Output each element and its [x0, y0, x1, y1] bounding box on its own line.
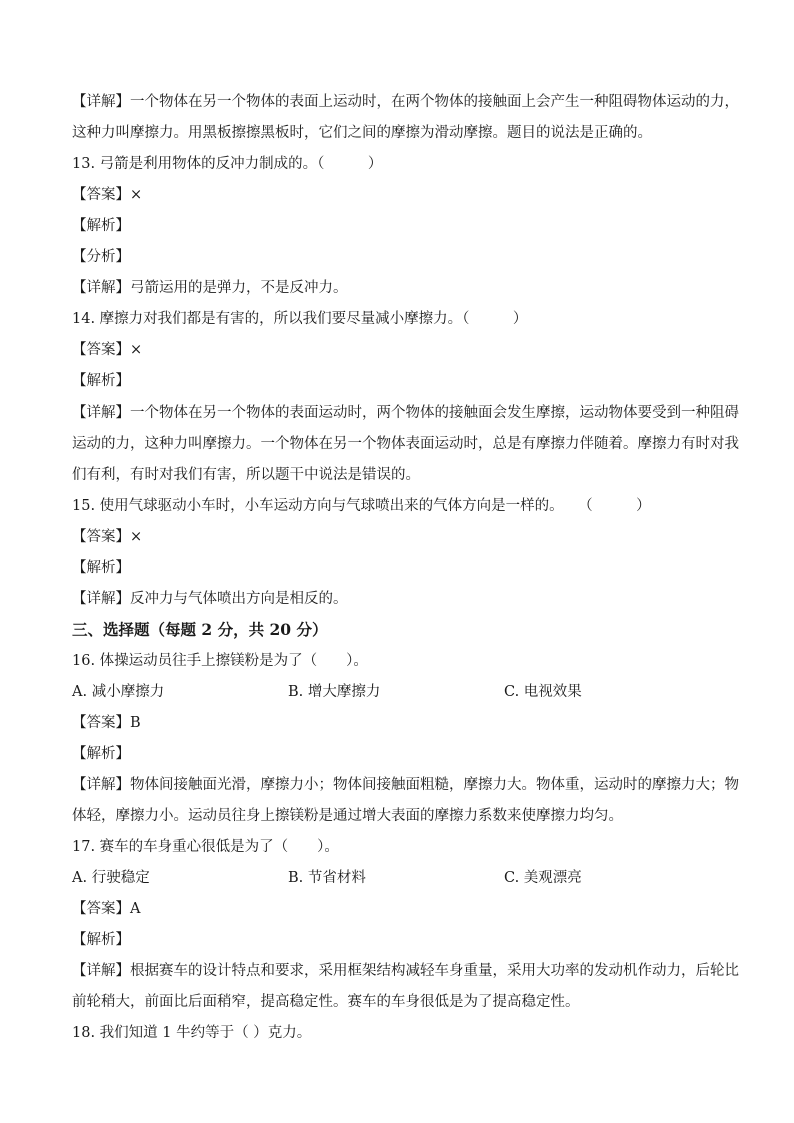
explanation: 【详解】根据赛车的设计特点和要求，采用框架结构减轻车身重量，采用大功率的发动机作动力，后轮比	[72, 963, 739, 979]
q17-choice-b: B. 节省材料	[288, 870, 366, 886]
question-15: 15. 使用气球驱动小车时，小车运动方向与气球喷出来的气体方向是一样的。 （ ）	[72, 498, 651, 514]
section-heading: 三、选择题（每题 2 分，共 20 分）	[72, 620, 328, 639]
answer-label: 【答案】×	[72, 529, 143, 545]
answer-label: 【答案】B	[72, 715, 141, 731]
answer-label: 【答案】×	[72, 187, 143, 203]
analysis-label: 【解析】	[72, 560, 130, 576]
question-16: 16. 体操运动员往手上擦镁粉是为了（ ）。	[72, 653, 368, 669]
analysis-label: 【解析】	[72, 218, 130, 234]
fenxi-label: 【分析】	[72, 249, 130, 265]
explanation: 前轮稍大，前面比后面稍窄，提高稳定性。赛车的车身很低是为了提高稳定性。	[72, 994, 580, 1010]
analysis-label: 【解析】	[72, 373, 130, 389]
explanation: 运动的力，这种力叫摩擦力。一个物体在另一个物体表面运动时，总是有摩擦力伴随着。摩擦力有时对我	[72, 436, 739, 452]
question-17: 17. 赛车的车身重心很低是为了（ ）。	[72, 839, 339, 855]
q16-choice-c: C. 电视效果	[504, 684, 582, 700]
q16-choice-a: A. 减小摩擦力	[72, 684, 165, 700]
q17-choice-a: A. 行驶稳定	[72, 870, 150, 886]
text-line: 这种力叫摩擦力。用黑板擦擦黑板时，它们之间的摩擦为滑动摩擦。题目的说法是正确的。	[72, 125, 652, 141]
question-18: 18. 我们知道 1 牛约等于（ ）克力。	[72, 1025, 312, 1041]
text-line: 【详解】一个物体在另一个物体的表面上运动时，在两个物体的接触面上会产生一种阻碍物体运动的力，	[72, 94, 739, 110]
question-14: 14. 摩擦力对我们都是有害的，所以我们要尽量减小摩擦力。（ ）	[72, 311, 528, 327]
q17-choice-c: C. 美观漂亮	[504, 870, 582, 886]
explanation: 【详解】弓箭运用的是弹力，不是反冲力。	[72, 280, 348, 296]
answer-label: 【答案】×	[72, 342, 143, 358]
explanation: 们有利，有时对我们有害，所以题干中说法是错误的。	[72, 467, 420, 483]
q16-choice-b: B. 增大摩擦力	[288, 684, 381, 700]
answer-label: 【答案】A	[72, 901, 141, 917]
analysis-label: 【解析】	[72, 746, 130, 762]
analysis-label: 【解析】	[72, 932, 130, 948]
explanation: 【详解】反冲力与气体喷出方向是相反的。	[72, 591, 348, 607]
explanation: 体轻，摩擦力小。运动员往身上擦镁粉是通过增大表面的摩擦力系数来使摩擦力均匀。	[72, 808, 623, 824]
explanation: 【详解】物体间接触面光滑，摩擦力小；物体间接触面粗糙，摩擦力大。物体重，运动时的摩擦力大；物	[72, 777, 739, 793]
explanation: 【详解】一个物体在另一个物体的表面运动时，两个物体的接触面会发生摩擦，运动物体要受到一种阻碍	[72, 405, 739, 421]
question-13: 13. 弓箭是利用物体的反冲力制成的。（ ）	[72, 156, 383, 172]
